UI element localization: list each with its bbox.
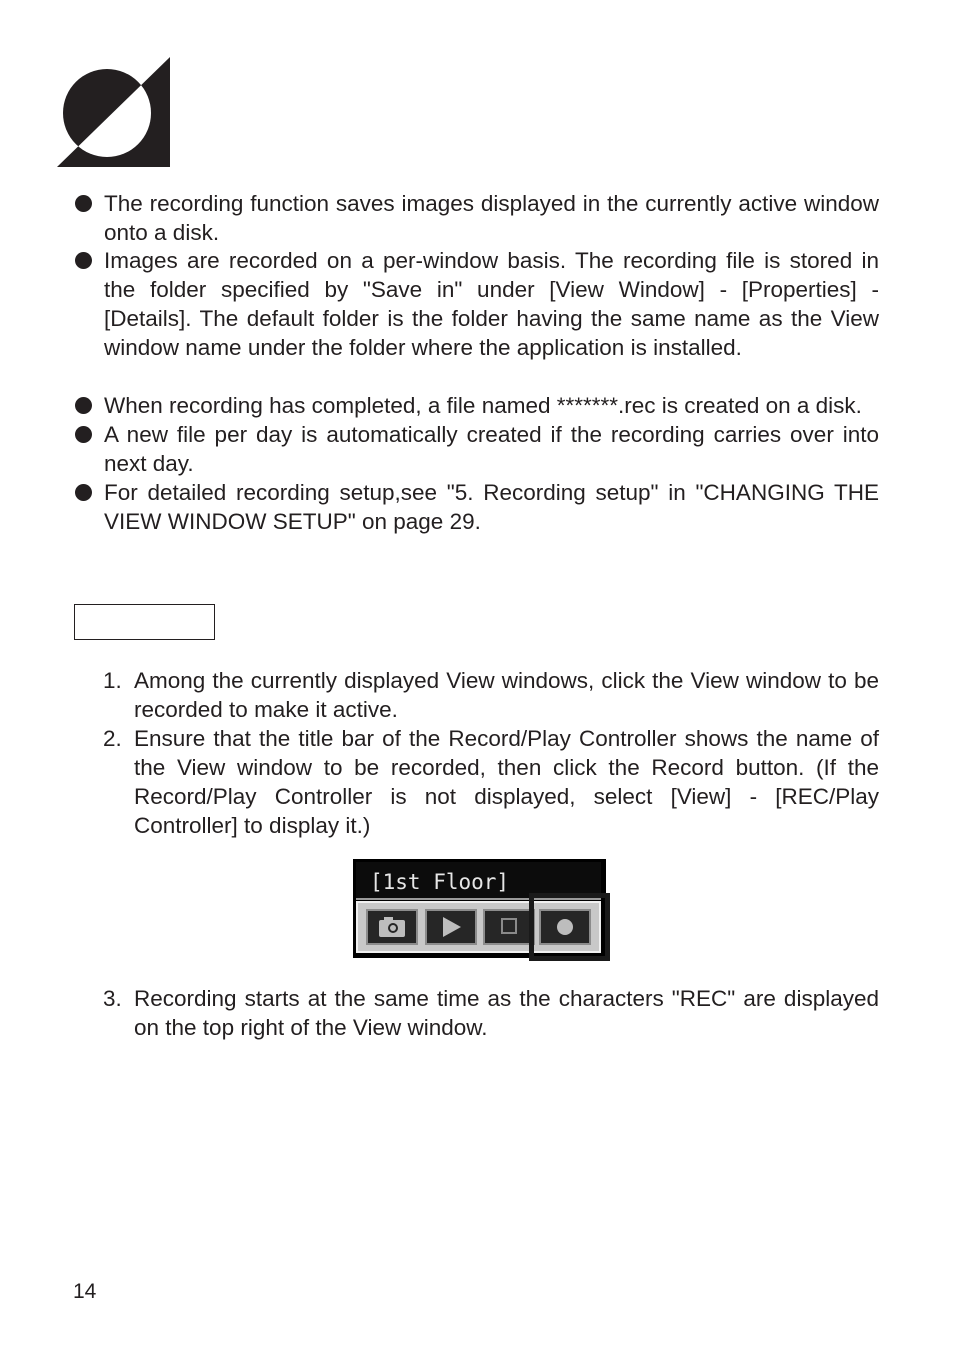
step-item: 3. Recording starts at the same time as the characters "REC" are displayed on the top right of the View window. [103, 986, 879, 1040]
bullet-icon [75, 484, 92, 501]
stop-icon [485, 911, 533, 943]
bullet-icon [75, 195, 92, 212]
bullet-paragraph: For detailed recording setup,see "5. Recording setup" in "CHANGING THE VIEW WINDOW SETUP" on page 29. [104, 478, 879, 536]
controller-title: [1st Floor] [370, 870, 510, 894]
page-number: 14 [73, 1280, 97, 1303]
camera-icon [368, 911, 416, 943]
play-icon [427, 911, 475, 943]
bullet-paragraph: The recording function saves images displayed in the currently active window onto a disk. [104, 189, 879, 247]
step-item: 2. Ensure that the title bar of the Record/Play Controller shows the name of the View window to be recorded, then click the Record button. (If the Record/Play Controller is not displayed, select [View] - [REC/Play Controller] to display it.) [103, 726, 879, 838]
bullet-icon [75, 252, 92, 269]
section-logo-icon [57, 57, 170, 167]
step-item: 1. Among the currently displayed View windows, click the View window to be recorded to make it active. [103, 668, 879, 722]
play-button[interactable] [425, 909, 477, 945]
bullet-paragraph: When recording has completed, a file named *******.rec is created on a disk. [104, 391, 879, 420]
snapshot-button[interactable] [366, 909, 418, 945]
bullet-icon [75, 426, 92, 443]
bullet-paragraph: A new file per day is automatically created if the recording carries over into next day. [104, 420, 879, 478]
section-label-box [74, 604, 215, 640]
bullet-paragraph: Images are recorded on a per-window basis. The recording file is stored in the folder specified by "Save in" under [View Window] - [Properties] - [Details]. The default folder is the folder having the same name as the View window name under the folder where the application is installed. [104, 246, 879, 362]
bullet-icon [75, 397, 92, 414]
record-button-highlight [529, 893, 610, 961]
stop-button[interactable] [483, 909, 535, 945]
